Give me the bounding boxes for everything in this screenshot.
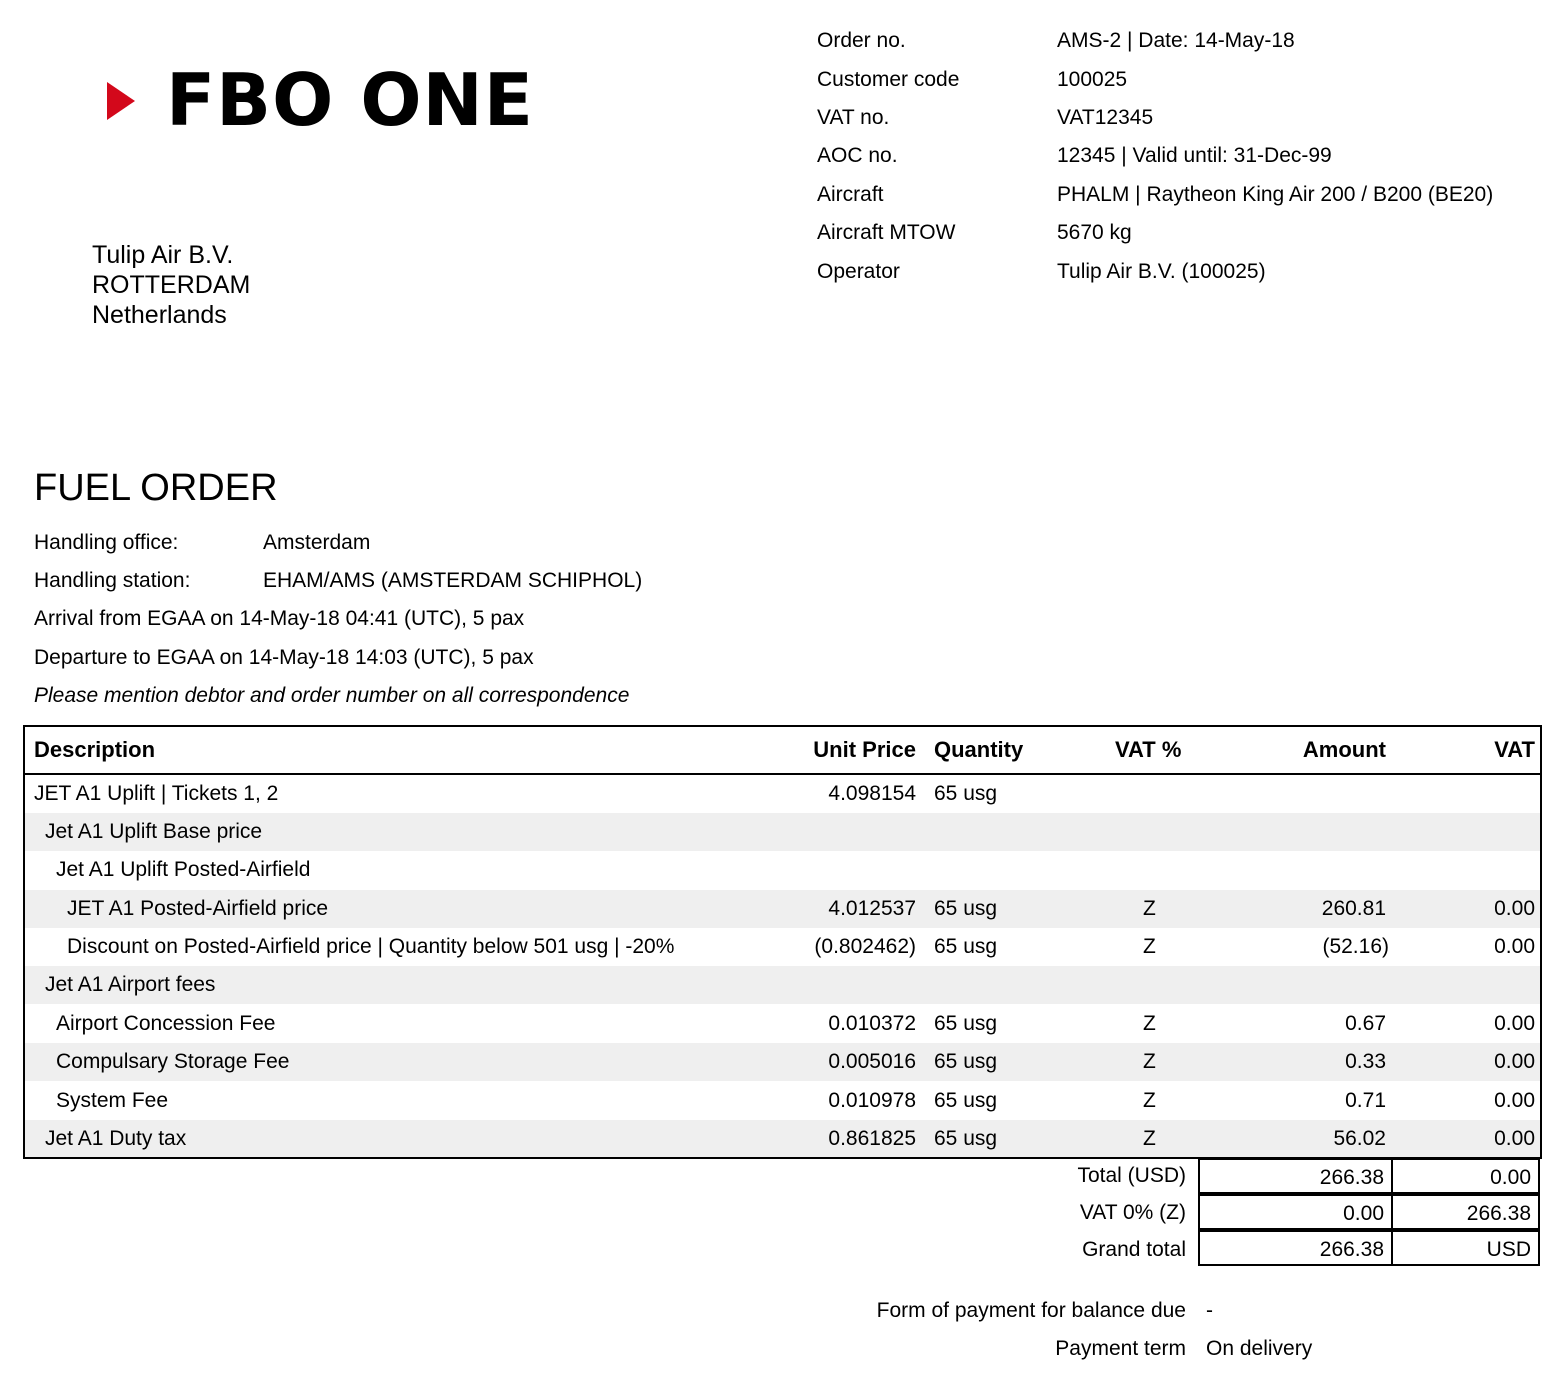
header-amount: Amount xyxy=(1302,737,1386,762)
logo-text: FBO ONE xyxy=(166,58,534,142)
table-header xyxy=(25,727,1540,775)
row-vat: 0.00 xyxy=(1494,1089,1535,1112)
row-description: Jet A1 Duty tax xyxy=(45,1127,187,1150)
row-unit-price: 4.098154 xyxy=(828,782,916,805)
info-label: AOC no. xyxy=(817,144,898,167)
row-quantity: 65 usg xyxy=(934,897,998,920)
row-vat: 0.00 xyxy=(1494,1050,1535,1073)
grand-total-currency: USD xyxy=(1391,1230,1540,1266)
total-amount: 266.38 xyxy=(1198,1158,1393,1194)
row-quantity: 65 usg xyxy=(934,1050,998,1073)
header-vat: VAT xyxy=(1494,737,1535,762)
info-label: Aircraft MTOW xyxy=(817,221,956,244)
table-row xyxy=(25,851,1540,889)
row-description: Jet A1 Uplift Posted-Airfield xyxy=(56,858,311,881)
row-amount: 0.67 xyxy=(1345,1012,1386,1035)
row-amount: (52.16) xyxy=(1322,935,1389,958)
arrival-text: Arrival from EGAA on 14-May-18 04:41 (UTC), 5 pax xyxy=(34,607,525,630)
info-value: 100025 xyxy=(1057,68,1128,91)
total-label: Total (USD) xyxy=(1077,1164,1186,1187)
vat-line-label: VAT 0% (Z) xyxy=(1079,1201,1186,1224)
row-vat: 0.00 xyxy=(1494,1012,1535,1035)
correspondence-note: Please mention debtor and order number on all correspondence xyxy=(34,684,630,707)
grand-total-label: Grand total xyxy=(1082,1238,1186,1261)
row-unit-price: 0.010978 xyxy=(828,1089,916,1112)
row-description: Airport Concession Fee xyxy=(56,1012,276,1035)
row-vat-percent: Z xyxy=(1143,935,1156,958)
address-line-1: Tulip Air B.V. xyxy=(92,241,234,269)
grand-total-amount: 266.38 xyxy=(1198,1230,1393,1266)
row-description: Discount on Posted-Airfield price | Quantity below 501 usg | -20% xyxy=(67,935,675,958)
row-unit-price: 4.012537 xyxy=(828,897,916,920)
address-line-3: Netherlands xyxy=(92,301,227,329)
row-description: Compulsary Storage Fee xyxy=(56,1050,290,1073)
meta-value: Amsterdam xyxy=(263,531,371,554)
row-description: Jet A1 Uplift Base price xyxy=(45,820,263,843)
row-vat-percent: Z xyxy=(1143,1012,1156,1035)
meta-value: EHAM/AMS (AMSTERDAM SCHIPHOL) xyxy=(263,569,643,592)
row-quantity: 65 usg xyxy=(934,1012,998,1035)
row-amount: 0.71 xyxy=(1345,1089,1386,1112)
info-label: Customer code xyxy=(817,68,960,91)
logo-triangle-icon xyxy=(107,82,135,120)
info-value: VAT12345 xyxy=(1057,106,1154,129)
info-value: AMS-2 | Date: 14-May-18 xyxy=(1057,29,1295,52)
row-quantity: 65 usg xyxy=(934,782,998,805)
document-title: FUEL ORDER xyxy=(34,467,278,509)
row-vat: 0.00 xyxy=(1494,897,1535,920)
payment-term-label: Payment term xyxy=(1055,1337,1186,1360)
header-description: Description xyxy=(34,737,156,762)
row-vat: 0.00 xyxy=(1494,1127,1535,1150)
table-row xyxy=(25,928,1540,966)
table-row xyxy=(25,775,1540,813)
row-vat-percent: Z xyxy=(1143,897,1156,920)
row-unit-price: 0.010372 xyxy=(828,1012,916,1035)
info-label: Aircraft xyxy=(817,183,884,206)
info-value: 5670 kg xyxy=(1057,221,1132,244)
row-unit-price: (0.802462) xyxy=(814,935,916,958)
row-quantity: 65 usg xyxy=(934,1089,998,1112)
header-unit-price: Unit Price xyxy=(813,737,916,762)
row-quantity: 65 usg xyxy=(934,1127,998,1150)
row-vat-percent: Z xyxy=(1143,1089,1156,1112)
header-vat-percent: VAT % xyxy=(1115,737,1182,762)
table-row xyxy=(25,1082,1540,1120)
payment-form-label: Form of payment for balance due xyxy=(876,1299,1186,1322)
info-label: Order no. xyxy=(817,29,906,52)
row-amount: 0.33 xyxy=(1345,1050,1386,1073)
vat-line-amount: 0.00 xyxy=(1198,1194,1393,1230)
total-vat: 0.00 xyxy=(1391,1158,1540,1194)
table-row xyxy=(25,1120,1540,1157)
row-amount: 260.81 xyxy=(1321,897,1386,920)
meta-label: Handling station: xyxy=(34,569,191,592)
departure-text: Departure to EGAA on 14-May-18 14:03 (UTC), 5 pax xyxy=(34,646,534,669)
row-vat-percent: Z xyxy=(1143,1050,1156,1073)
row-unit-price: 0.005016 xyxy=(828,1050,916,1073)
row-description: JET A1 Posted-Airfield price xyxy=(67,897,329,920)
table-row xyxy=(25,966,1540,1004)
info-label: VAT no. xyxy=(817,106,890,129)
row-description: Jet A1 Airport fees xyxy=(45,973,216,996)
table-row xyxy=(25,890,1540,928)
payment-term-value: On delivery xyxy=(1206,1337,1313,1360)
table-row xyxy=(25,1043,1540,1081)
info-label: Operator xyxy=(817,260,900,283)
row-vat-percent: Z xyxy=(1143,1127,1156,1150)
row-amount: 56.02 xyxy=(1333,1127,1386,1150)
row-unit-price: 0.861825 xyxy=(828,1127,916,1150)
table-row xyxy=(25,813,1540,851)
info-value: 12345 | Valid until: 31-Dec-99 xyxy=(1057,144,1332,167)
row-description: JET A1 Uplift | Tickets 1, 2 xyxy=(34,782,279,805)
payment-form-value: - xyxy=(1206,1299,1213,1322)
info-value: PHALM | Raytheon King Air 200 / B200 (BE20) xyxy=(1057,183,1494,206)
customer-address xyxy=(92,240,250,330)
line-items-table xyxy=(23,725,1542,1159)
row-description: System Fee xyxy=(56,1089,169,1112)
row-vat: 0.00 xyxy=(1494,935,1535,958)
meta-label: Handling office: xyxy=(34,531,179,554)
address-line-2: ROTTERDAM xyxy=(92,271,251,299)
header-quantity: Quantity xyxy=(934,737,1024,762)
info-value: Tulip Air B.V. (100025) xyxy=(1057,260,1266,283)
table-row xyxy=(25,1005,1540,1043)
row-quantity: 65 usg xyxy=(934,935,998,958)
vat-line-vat: 266.38 xyxy=(1391,1194,1540,1230)
